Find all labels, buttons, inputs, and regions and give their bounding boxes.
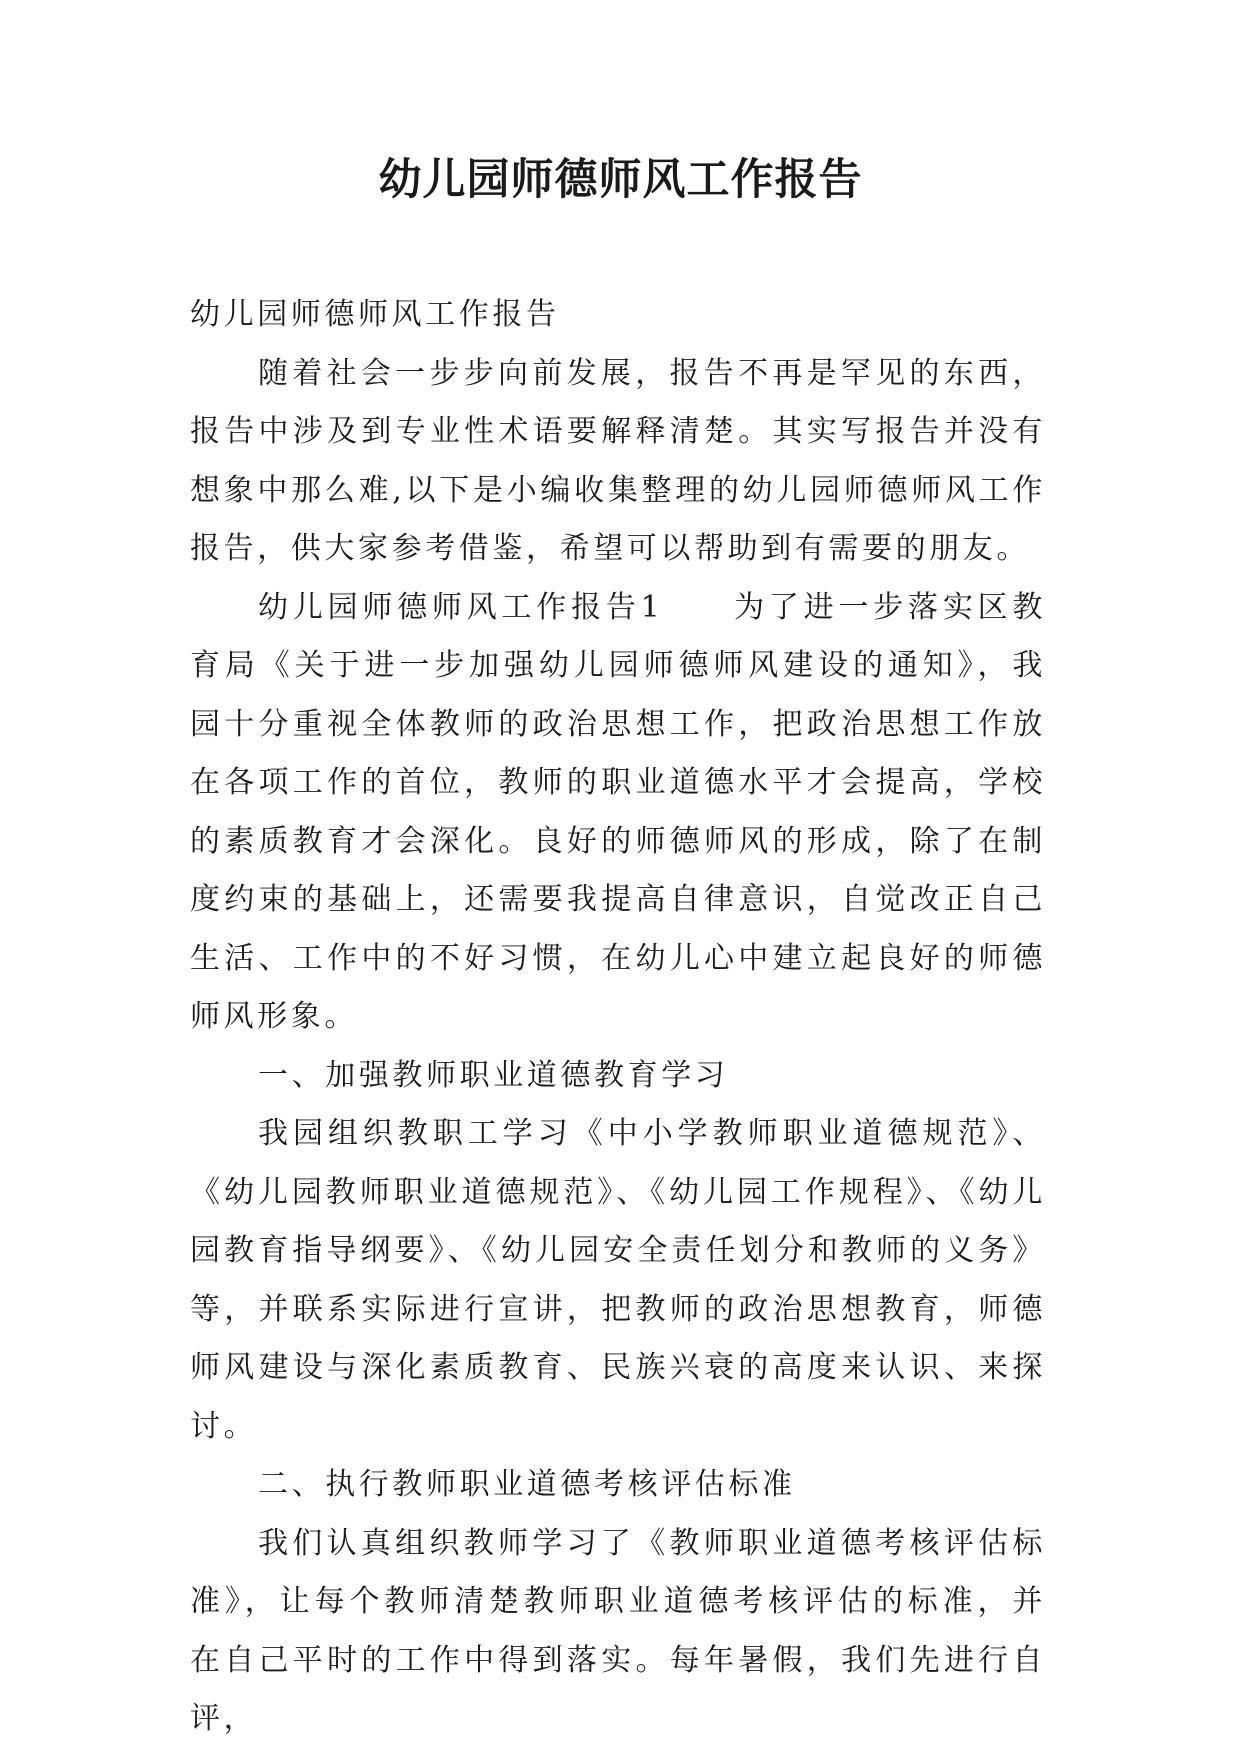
section-2-paragraph: 我们认真组织教师学习了《教师职业道德考核评估标准》，让每个教师清楚教师职业道德考核评估的标准，并在自己平时的工作中得到落实。每年暑假，我们先进行自评， xyxy=(190,1525,1046,1736)
intro-paragraph: 随着社会一步步向前发展，报告不再是罕见的东西，报告中涉及到专业性术语要解释清楚。其实写报告并没有想象中那么难,以下是小编收集整理的幼儿园师德师风工作报告，供大家参考借鉴，希望可以帮助到有需要的朋友。 xyxy=(190,355,1046,566)
document-body xyxy=(190,286,1046,1749)
report-1-paragraph: 幼儿园师德师风工作报告1 为了进一步落实区教育局《关于进一步加强幼儿园师德师风建设的通知》，我园十分重视全体教师的政治思想工作，把政治思想工作放在各项工作的首位，教师的职业道德水平才会提高，学校的素质教育才会深化。良好的师德师风的形成，除了在制度约束的基础上，还需要我提高自律意识，自觉改正自己生活、工作中的不好习惯，在幼儿心中建立起良好的师德师风形象。 xyxy=(190,589,1046,1034)
subtitle-paragraph: 幼儿园师德师风工作报告 xyxy=(190,297,560,332)
section-heading-1: 一、加强教师职业道德教育学习 xyxy=(258,1057,729,1093)
section-1-paragraph: 我园组织教职工学习《中小学教师职业道德规范》、《幼儿园教师职业道德规范》、《幼儿园工作规程》、《幼儿园教育指导纲要》、《幼儿园安全责任划分和教师的义务》等，并联系实际进行宣讲，把教师的政治思想教育，师德师风建设与深化素质教育、民族兴衰的高度来认识、来探讨。 xyxy=(190,1116,1046,1444)
section-heading-2: 二、执行教师职业道德考核评估标准 xyxy=(258,1467,796,1502)
document-title: 幼儿园师德师风工作报告 xyxy=(378,155,863,205)
